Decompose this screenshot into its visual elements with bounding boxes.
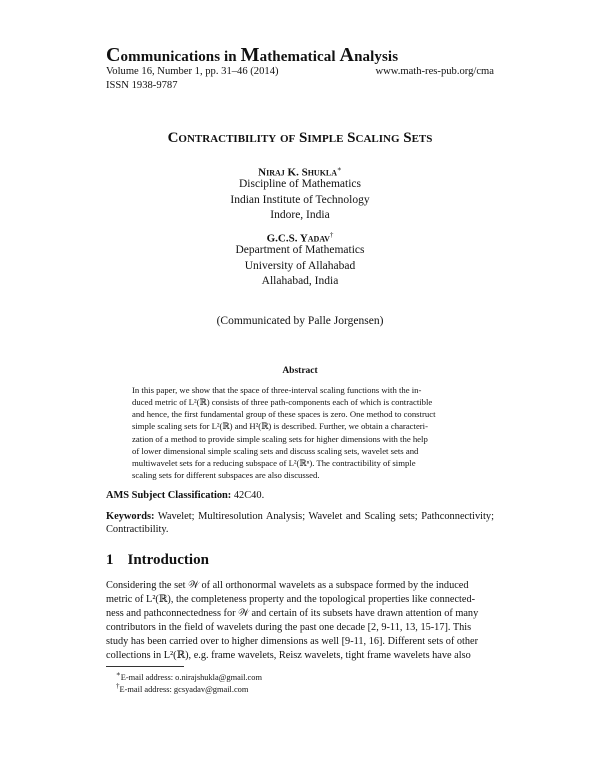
body-line: metric of L²(ℝ), the completeness property and the topological properties like connected- (106, 594, 476, 606)
journal-url[interactable]: www.math-res-pub.org/cma (375, 66, 494, 77)
body-line: contributors in the field of wavelets during the past one decade [2, 9-11, 13, 15-17]. This (106, 622, 472, 634)
abstract-line: zation of a method to provide simple scaling sets for higher dimensions with the help (132, 433, 428, 444)
author-2-name: G.C.S. Yadav† (266, 231, 334, 245)
issn: ISSN 1938-9787 (106, 80, 178, 91)
author-1-affiliation: Discipline of Mathematics Indian Institute of Technology Indore, India (230, 178, 370, 221)
abstract-line: and hence, the first fundamental group of these spaces is zero. One method to construct (132, 409, 436, 420)
footnote-2: †E-mail address: gcsyadav@gmail.com (116, 682, 249, 694)
body-line: study has been carried over to higher dimensions as well [9-11, 16]. Different sets of other (106, 636, 479, 648)
abstract-text (132, 384, 468, 481)
communicated-by: (Communicated by Palle Jorgensen) (216, 315, 384, 327)
body-text (106, 579, 494, 664)
abstract-line: duced metric of L²(ℝ) consists of three path-components each of which is contractible (132, 397, 433, 408)
footnote-mark: † (329, 231, 334, 239)
author-2-affiliation: Department of Mathematics University of Allahabad Allahabad, India (235, 244, 365, 287)
footnote-rule (106, 666, 184, 667)
abstract-line: multiwavelet sets for a reducing subspace of L²(ℝⁿ). The contractibility of simple (132, 457, 416, 468)
author-1-name: Niraj K. Shukla∗ (258, 165, 342, 179)
abstract-line: of lower dimensional simple scaling sets and discuss scaling sets, wavelet sets and (132, 445, 419, 456)
abstract-line: scaling sets for different subspaces are also discussed. (132, 470, 320, 481)
paper-title: Contractibility of Simple Scaling Sets (167, 130, 433, 146)
footnote-mark: ∗ (337, 165, 342, 173)
abstract-heading: Abstract (282, 366, 318, 376)
abstract-line: In this paper, we show that the space of three-interval scaling functions with the in- (132, 385, 422, 395)
abstract-line: simple scaling sets for L²(ℝ) and H²(ℝ) is described. Further, we obtain a characteri- (132, 421, 428, 432)
volume-info: Volume 16, Number 1, pp. 31–46 (2014) (106, 66, 279, 77)
keywords: Keywords: Wavelet; Multiresolution Analysis; Wavelet and Scaling sets; Pathconnectivity; Contractibility. (106, 511, 494, 536)
footnote-1: ∗E-mail address: o.nirajshukla@gmail.com (116, 670, 262, 682)
body-line: collections in L²(ℝ), e.g. frame wavelets, Reisz wavelets, tight frame wavelets have also (106, 650, 471, 662)
body-line: Considering the set 𝒲 of all orthonormal wavelets as a subspace formed by the induced (106, 580, 469, 591)
section-heading: 1 Introduction (106, 552, 209, 568)
body-line: ness and pathconnectedness for 𝒲 and certain of its subsets have drawn attention of many (106, 608, 479, 620)
journal-name: Communications in Mathematical Analysis (106, 44, 399, 66)
ams-classification: AMS Subject Classification: 42C40. (106, 490, 265, 501)
